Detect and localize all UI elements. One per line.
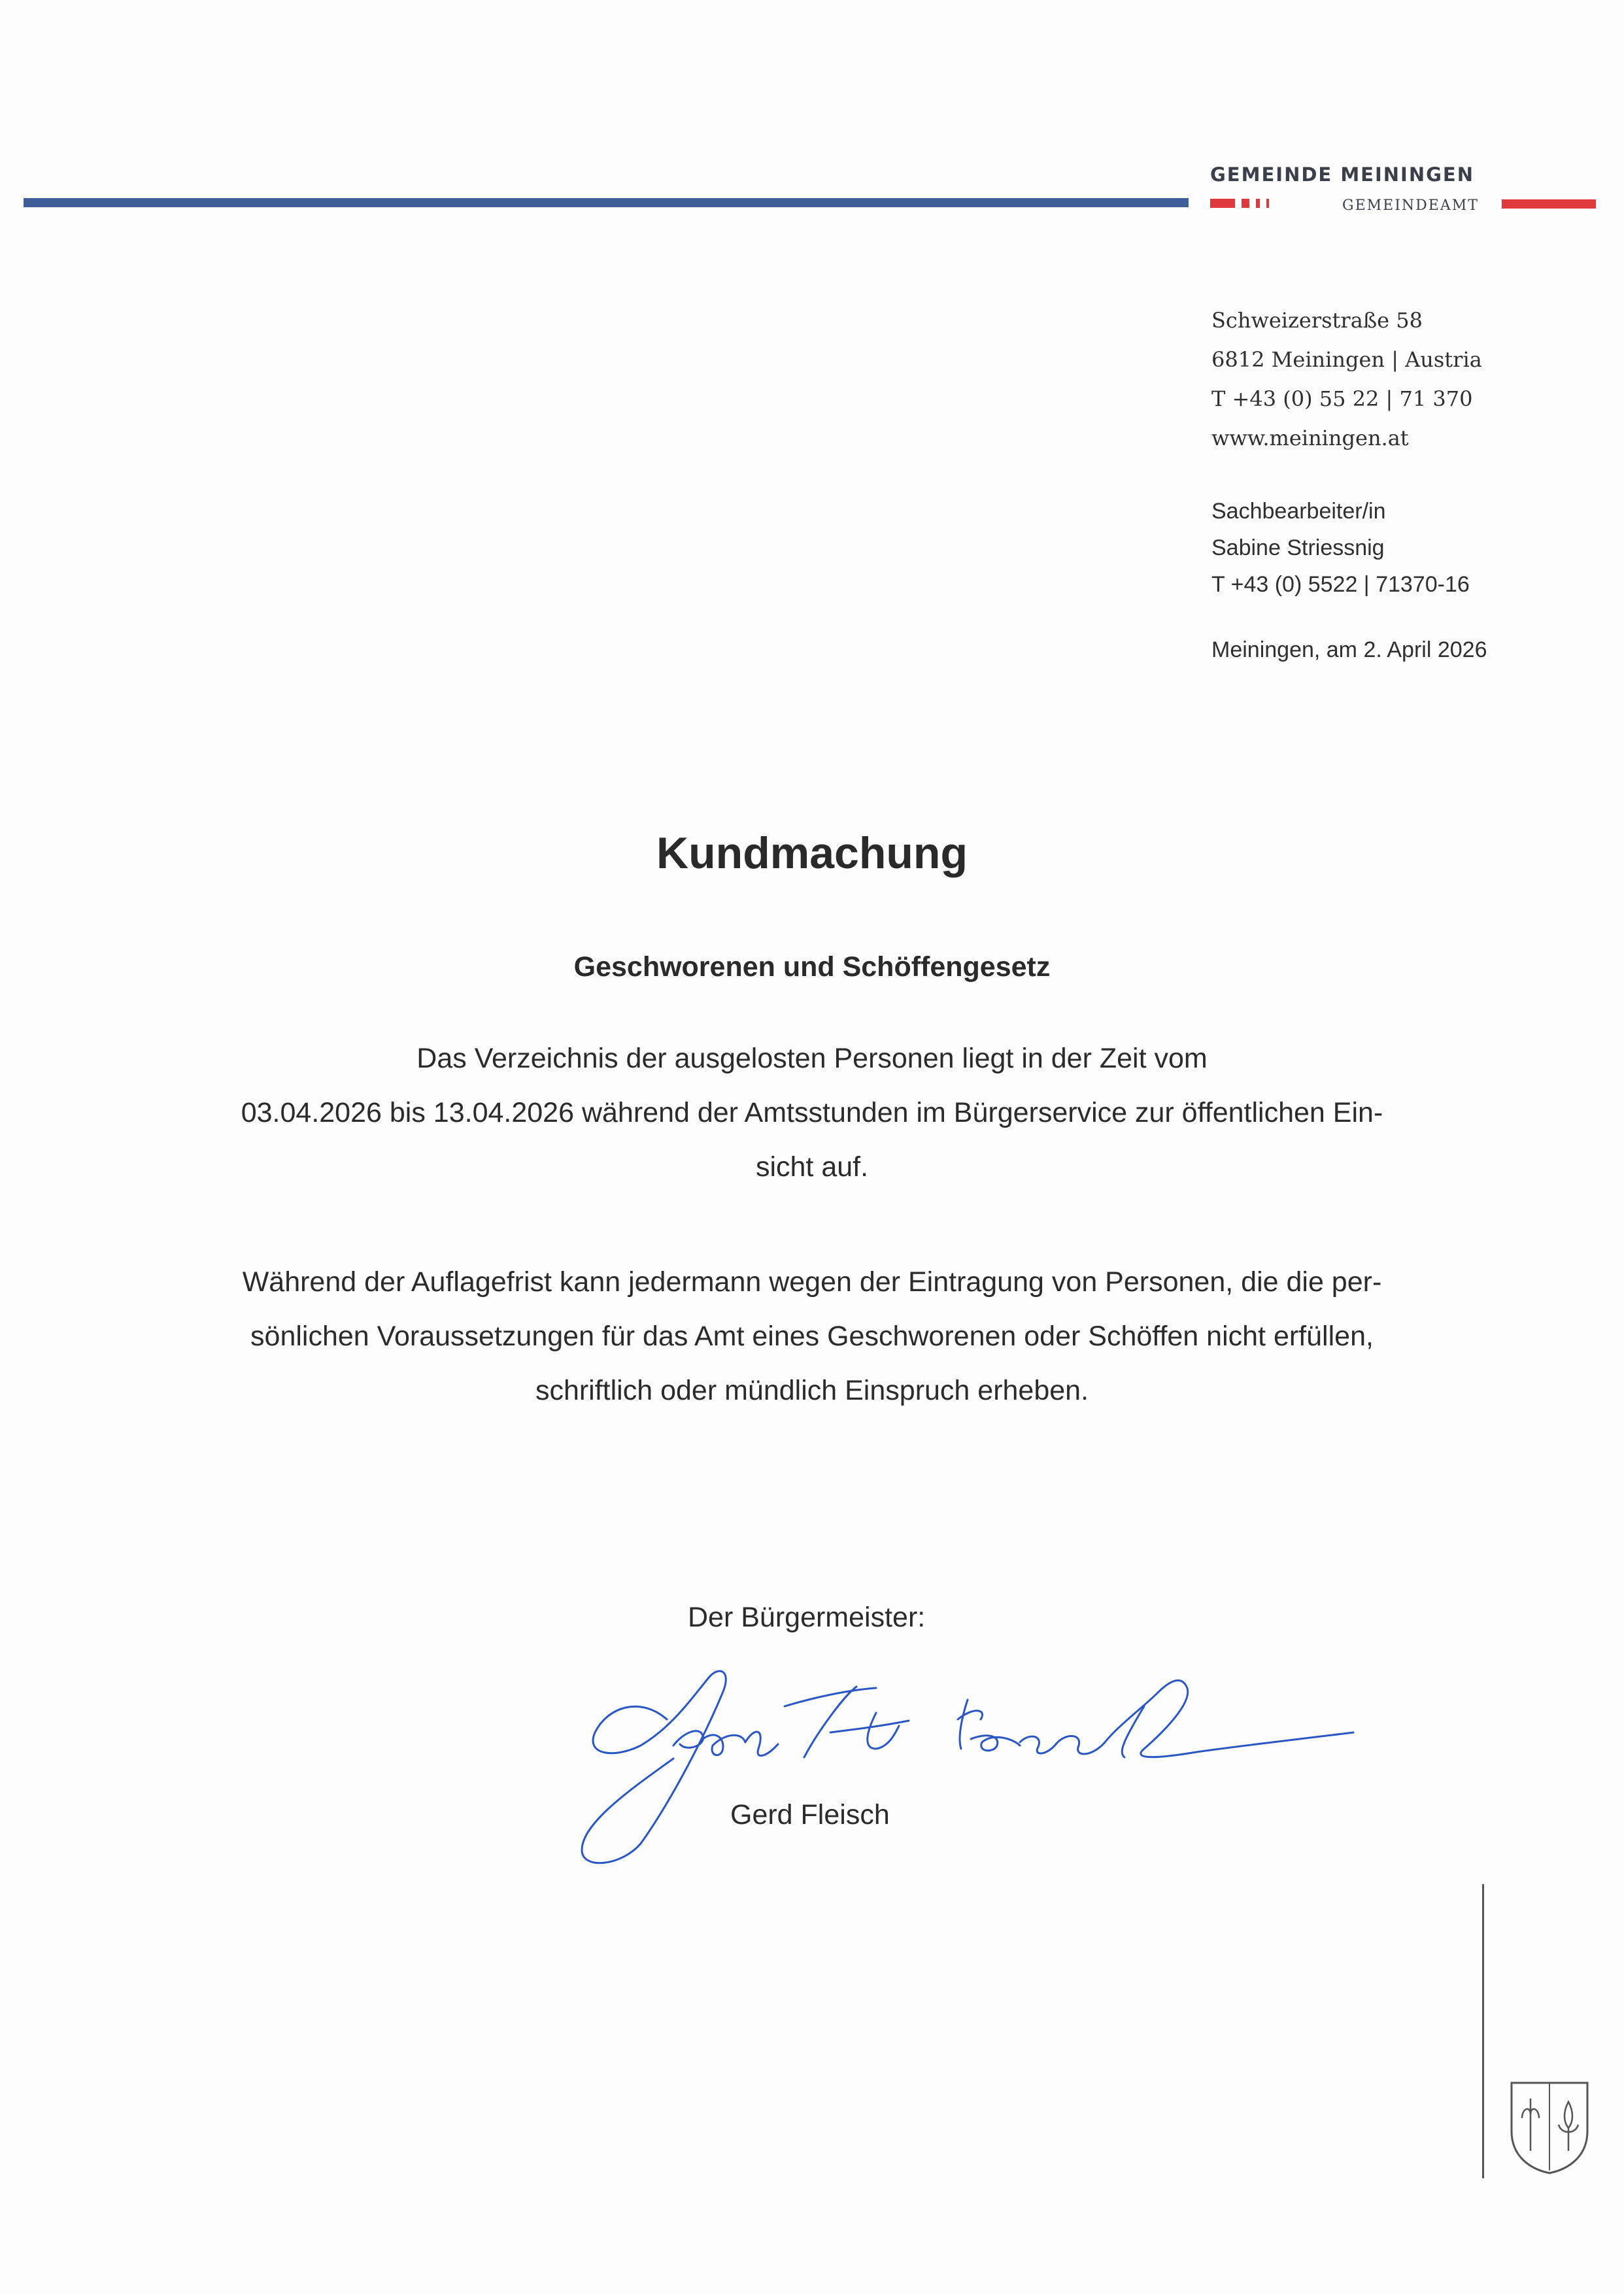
address-street: Schweizerstraße 58 (1211, 308, 1423, 333)
address-block (1211, 301, 1482, 458)
paragraph-line: Während der Auflagefrist kann jedermann wegen der Eintragung von Personen, die die per- (242, 1266, 1382, 1298)
address-web: www.meiningen.at (1211, 426, 1409, 450)
brand-mark (1266, 199, 1269, 208)
brand-sub: GEMEINDEAMT (1342, 197, 1479, 214)
brand-mark (1210, 199, 1235, 208)
paragraph-line: sönlichen Voraussetzungen für das Amt eines Geschworenen oder Schöffen nicht erfüllen, (250, 1321, 1374, 1352)
paragraph-line: Das Verzeichnis der ausgelosten Personen liegt in der Zeit vom (416, 1043, 1208, 1074)
handwritten-signature (569, 1634, 1393, 1870)
signature-label: Der Bürgermeister: (688, 1602, 926, 1633)
document-title: Kundmachung (656, 828, 968, 878)
paragraph-line: sicht auf. (755, 1151, 869, 1183)
paragraph-line: 03.04.2026 bis 13.04.2026 während der Amtsstunden im Bürgerservice zur öffentlichen Ein- (241, 1097, 1383, 1128)
letterhead-blue-bar (24, 198, 1189, 207)
contact-block (1211, 493, 1470, 603)
paragraph-line: schriftlich oder mündlich Einspruch erheben. (535, 1375, 1089, 1406)
paragraph-2 (177, 1255, 1447, 1418)
contact-phone: T +43 (0) 5522 | 71370-16 (1211, 572, 1470, 597)
brand-name: GEMEINDE MEININGEN (1210, 163, 1474, 186)
paragraph-1 (177, 1032, 1447, 1194)
date-line: Meiningen, am 2. April 2026 (1211, 637, 1487, 662)
coat-of-arms-icon (1508, 2079, 1591, 2176)
address-city: 6812 Meiningen | Austria (1211, 347, 1482, 372)
letterhead-red-bar (1502, 199, 1596, 209)
contact-name: Sabine Striessnig (1211, 535, 1385, 560)
margin-rule (1482, 1884, 1484, 2178)
brand-marks (1210, 198, 1269, 209)
contact-role: Sachbearbeiter/in (1211, 499, 1386, 524)
document-subtitle: Geschworenen und Schöffengesetz (573, 951, 1051, 983)
signatory-name: Gerd Fleisch (730, 1799, 890, 1830)
brand-mark (1242, 199, 1249, 208)
brand-mark (1256, 199, 1260, 208)
address-phone: T +43 (0) 55 22 | 71 370 (1211, 386, 1473, 411)
